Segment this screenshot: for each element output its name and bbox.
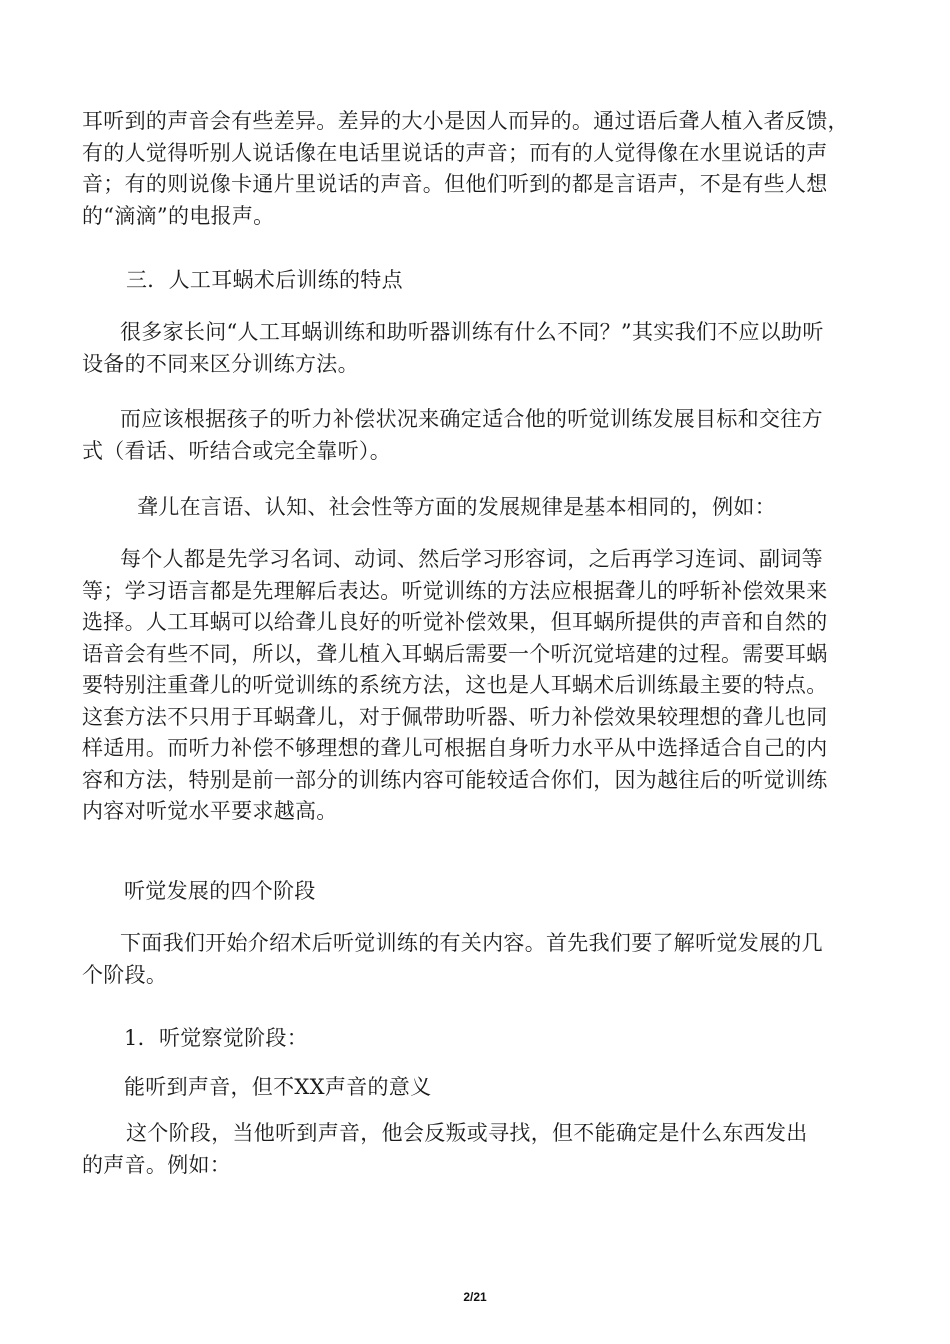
section-heading-3 [126, 265, 916, 297]
paragraph-7 [124, 1072, 914, 1104]
text-line: 而应该根据孩子的听力补偿状况来确定适合他的听觉训练发展目标和交往方 [120, 407, 823, 431]
text-line: 每个人都是先学习名词、动词、然后学习形容词，之后再学习连词、副词等 [120, 547, 823, 571]
paragraph-8 [82, 1118, 872, 1181]
text-line: 耳听到的声音会有些差异。差异的大小是因人而异的。通过语后聋人植入者反馈， [82, 109, 849, 133]
text-line: 很多家长问“人工耳蜗训练和助听器训练有什么不同？”其实我们不应以助听 [120, 320, 824, 344]
text-line: 选择。人工耳蜗可以给聋儿良好的听觉补偿效果，但耳蜗所提供的声音和自然的 [82, 610, 828, 634]
heading-text: 三．人工耳蜗术后训练的特点 [126, 268, 403, 292]
text-line: 式（看话、听结合或完全靠听）。 [82, 438, 391, 463]
paragraph-6 [82, 928, 872, 991]
text-line: 样适用。而听力补偿不够理想的聋儿可根据自身听力水平从中选择适合自己的内 [82, 736, 828, 760]
paragraph-1 [82, 106, 872, 232]
text-line: 有的人觉得听别人说话像在电话里说话的声音；而有的人觉得像在水里说话的声 [82, 140, 828, 165]
text-line: 要特别注重聋儿的听觉训练的系统方法，这也是人耳蜗术后训练最主要的特点。 [82, 673, 828, 697]
heading-text: 听觉发展的四个阶段 [124, 879, 316, 903]
section-heading [124, 876, 914, 908]
text-line: 的“滴滴”的电报声。 [82, 203, 275, 228]
text-line: 音；有的则说像卡通片里说话的声音。但他们听到的都是言语声，不是有些人想 [82, 172, 828, 196]
paragraph-5 [82, 544, 872, 828]
text-line: 容和方法，特别是前一部分的训练内容可能较适合你们，因为越往后的听觉训练 [82, 767, 828, 792]
page-number: 2/21 [463, 1290, 487, 1304]
text-line: 能听到声音，但不XX声音的意义 [124, 1075, 432, 1099]
text-line: 个阶段。 [82, 962, 168, 987]
text-line: 语音会有些不同，所以，聋儿植入耳蜗后需要一个听沉觉培建的过程。需要耳蜗 [82, 641, 828, 666]
text-line: 这套方法不只用于耳蜗聋儿，对于佩带助听器、听力补偿效果较理想的聋儿也同 [82, 704, 828, 729]
text-line: 这个阶段，当他听到声音，他会反叛或寻找，但不能确定是什么东西发出 [126, 1121, 808, 1145]
paragraph-3 [82, 404, 872, 467]
text-line: 内容对听觉水平要求越高。 [82, 799, 338, 823]
text-line: 的声音。例如： [82, 1152, 232, 1177]
heading-text: 1．听觉察觉阶段： [124, 1026, 309, 1050]
subsection-heading-1 [124, 1023, 914, 1055]
text-line: 下面我们开始介绍术后听觉训练的有关内容。首先我们要了解听觉发展的几 [120, 931, 823, 955]
text-line: 等；学习语言都是先理解后表达。听觉训练的方法应根据聋儿的呼斩补偿效果来 [82, 578, 828, 603]
text-line: 设备的不同来区分训练方法。 [82, 351, 359, 376]
paragraph-2 [82, 317, 872, 380]
paragraph-4 [137, 492, 927, 524]
text-line: 聋儿在言语、认知、社会性等方面的发展规律是基本相同的，例如： [137, 495, 776, 519]
